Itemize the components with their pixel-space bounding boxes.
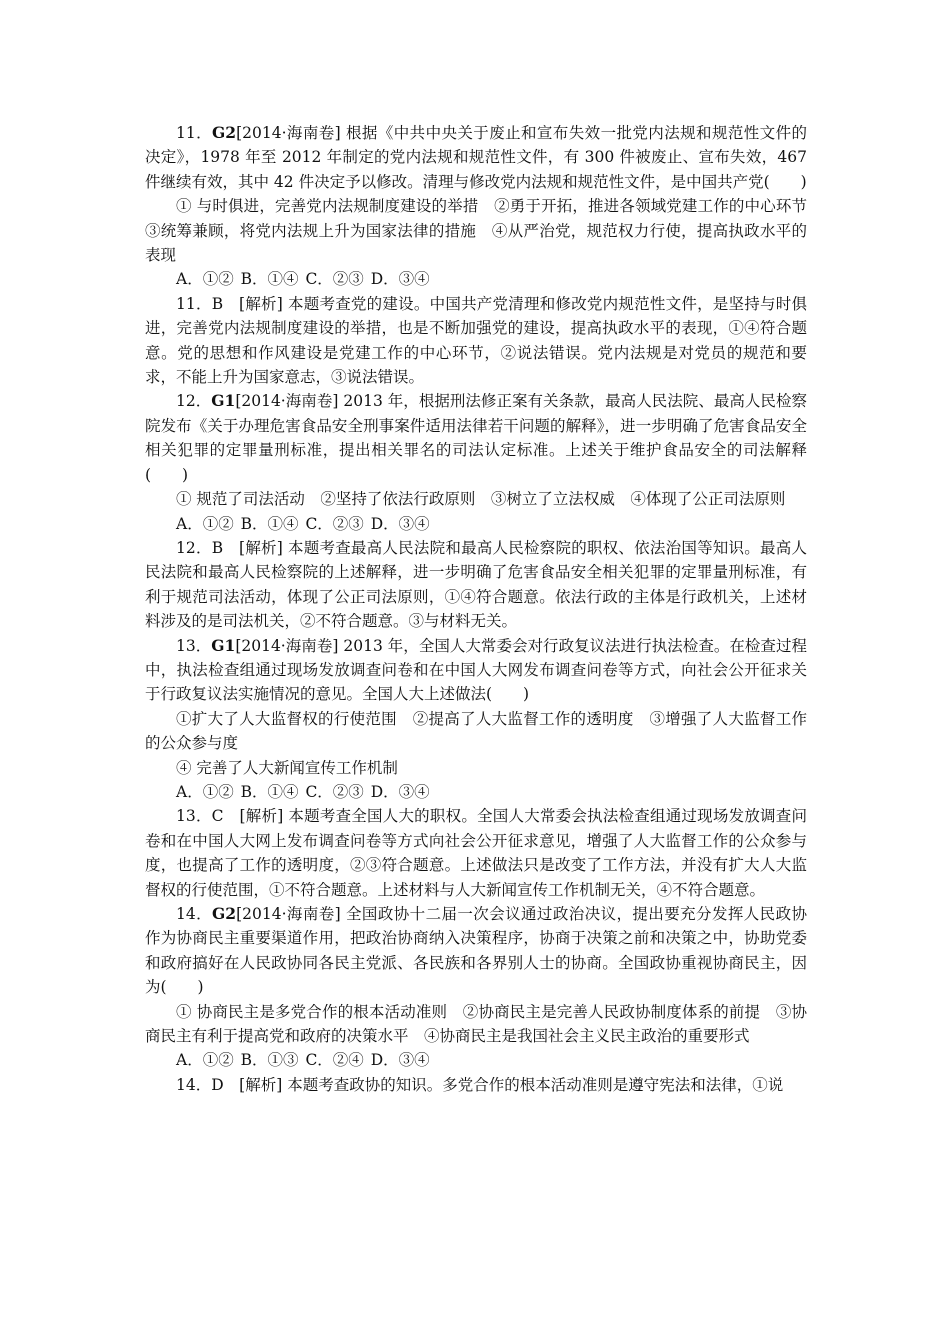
question-stem: 根据《中共中央关于废止和宣布失效一批党内法规和规范性文件的决定》，1978 年至 2012 年制定的党内法规和规范性文件，有 300 件被废止、宣布失效，467 件继续有效，其中 42 件决定予以修改。清理与修改党内法规和规范性文件，是中国共产党( ) — [145, 124, 807, 191]
analysis-tag: [解析] — [239, 294, 283, 313]
answer-analysis-14 — [145, 1073, 807, 1097]
question-source: [2014·海南卷] — [235, 392, 339, 411]
analysis-tag: [解析] — [239, 538, 283, 557]
question-options-extra: ④ 完善了人大新闻宣传工作机制 — [176, 758, 398, 777]
analysis-text: 本题考查全国人大的职权。全国人大常委会执法检查组通过现场发放调查问卷和在中国人大网上发布调查问卷等方式向社会公开征求意见，增强了人大监督工作的公众参与度，也提高了工作的透明度，②③符合题意。上述做法只是改变了工作方法，并没有扩大人大监督权的行使范围，①不符合题意。上述材料与人大新闻宣传工作机制无关，④不符合题意。 — [145, 807, 807, 899]
knowledge-code: G2 — [212, 123, 237, 142]
analysis-text: 本题考查党的建设。中国共产党清理和修改党内规范性文件，是坚持与时俱进，完善党内法规制度建设的举措，也是不断加强党的建设，提高执政水平的表现，①④符合题意。党的思想和作风建设是党建工作的中心环节，②说法错误。党内法规是对党员的规范和要求，不能上升为国家意志，③说法错误。 — [145, 294, 807, 387]
analysis-text: 本题考查政协的知识。多党合作的根本活动准则是遵守宪法和法律，①说 — [282, 1075, 784, 1094]
analysis-tag: [解析] — [239, 1075, 283, 1094]
knowledge-code: G1 — [211, 391, 236, 411]
question-number: 11． — [176, 124, 213, 142]
document-page — [145, 121, 823, 1097]
answer-key: 11．B — [176, 294, 240, 313]
knowledge-code: G1 — [211, 635, 236, 655]
question-11 — [145, 121, 807, 194]
answer-analysis-11 — [145, 292, 807, 390]
question-options: ① 规范了司法活动 ②坚持了依法行政原则 ③树立了立法权威 ④体现了公正司法原则 — [176, 490, 786, 509]
question-options: ① 协商民主是多党合作的根本活动准则 ②协商民主是完善人民政协制度体系的前提 ③协商民主有利于提高党和政府的决策水平 ④协商民主是我国社会主义民主政治的重要形式 — [145, 1002, 807, 1046]
analysis-text: 本题考查最高人民法院和最高人民检察院的职权、依法治国等知识。最高人民法院和最高人民检察院的上述解释，进一步明确了危害食品安全相关犯罪的定罪量刑标准，有利于规范司法活动，体现了公正司法原则，①④符合题意。依法行政的主体是行政机关，上述材料涉及的是司法机关，②不符合题意。③与材料无关。 — [145, 538, 807, 631]
question-13 — [145, 634, 807, 707]
question-stem: 2013 年，根据刑法修正案有关条款，最高人民法院、最高人民检察院发布《关于办理危害食品安全刑事案件适用法律若干问题的解释》，进一步明确了危害食品安全相关犯罪的定罪量刑标准，提出相关罪名的司法认定标准。上述关于维护食品安全的司法解释( ) — [145, 392, 807, 484]
question-number: 14． — [176, 905, 213, 923]
question-stem: 全国政协十二届一次会议通过政治决议，提出要充分发挥人民政协作为协商民主重要渠道作用，把政治协商纳入决策程序，协商于决策之前和决策之中，协助党委和政府搞好在人民政协同各民主党派、各民族和各界别人士的协商。全国政协重视协商民主，因为( ) — [145, 905, 807, 997]
question-number: 12． — [176, 392, 212, 411]
answer-key: 14．D — [176, 1075, 240, 1094]
answer-analysis-12 — [145, 536, 807, 634]
answer-key: 13．C — [176, 807, 240, 826]
answer-choices: A．①② B．①④ C．②③ D．③④ — [176, 270, 430, 289]
knowledge-code: G2 — [212, 904, 237, 923]
answer-choices: A．①② B．①④ C．②③ D．③④ — [176, 514, 430, 533]
question-source: [2014·海南卷] — [236, 124, 341, 142]
question-number: 13． — [176, 636, 212, 655]
answer-key: 12．B — [176, 538, 240, 557]
question-source: [2014·海南卷] — [236, 905, 341, 923]
answer-choices: A．①② B．①③ C．②④ D．③④ — [176, 1051, 430, 1070]
analysis-tag: [解析] — [239, 807, 284, 826]
question-source: [2014·海南卷] — [235, 636, 339, 655]
question-12 — [145, 389, 807, 487]
question-stem: 2013 年，全国人大常委会对行政复议法进行执法检查。在检查过程中，执法检查组通过现场发放调查问卷和在中国人大网发布调查问卷等方式，向社会公开征求关于行政复议法实施情况的意见。全国人大上述做法( ) — [145, 636, 807, 704]
question-options: ① 与时俱进，完善党内法规制度建设的举措 ②勇于开拓，推进各领域党建工作的中心环节 ③统筹兼顾，将党内法规上升为国家法律的措施 ④从严治党，规范权力行使，提高执政水平的表现 — [145, 197, 823, 265]
question-14 — [145, 902, 807, 1000]
answer-choices: A．①② B．①④ C．②③ D．③④ — [176, 782, 430, 801]
answer-analysis-13 — [145, 804, 807, 902]
question-options: ①扩大了人大监督权的行使范围 ②提高了人大监督工作的透明度 ③增强了人大监督工作的公众参与度 — [145, 709, 807, 753]
